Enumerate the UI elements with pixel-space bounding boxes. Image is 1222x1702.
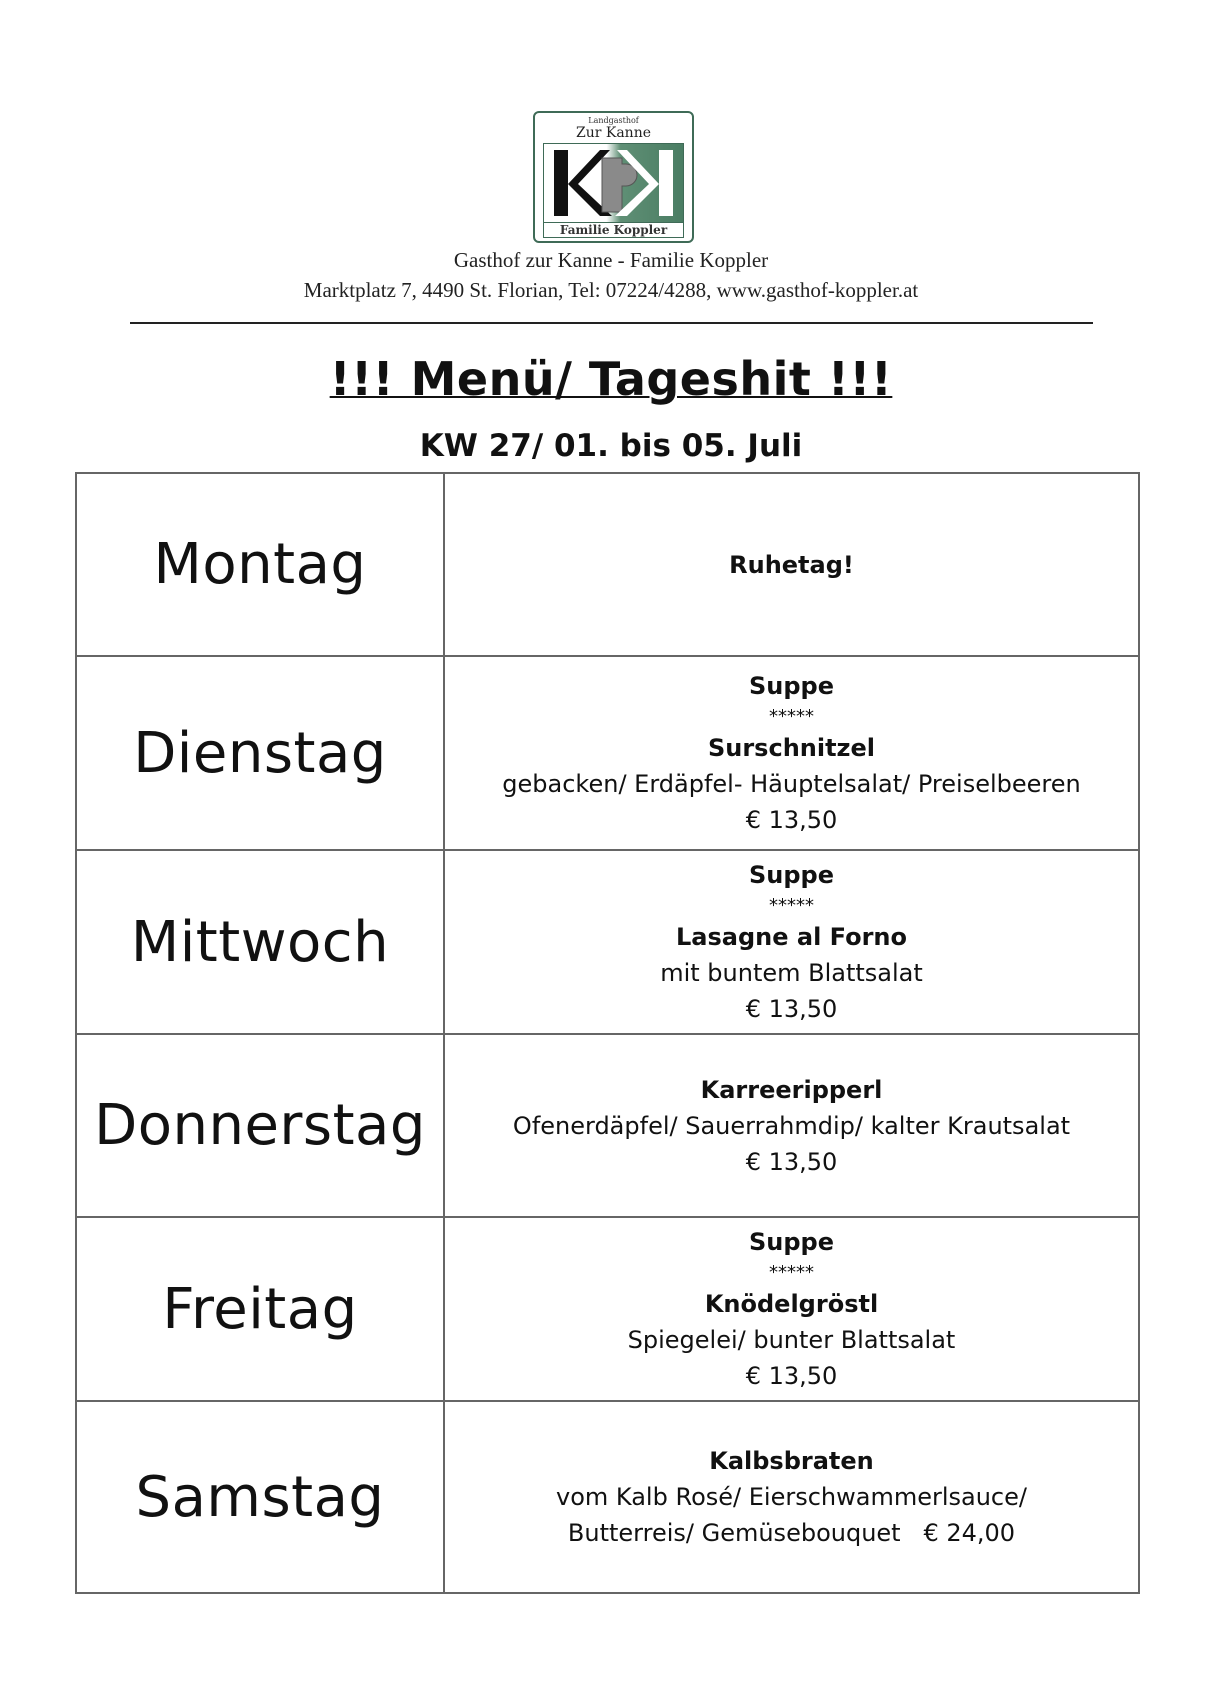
restaurant-logo bbox=[533, 111, 694, 243]
table-row bbox=[76, 1401, 1139, 1593]
dish-description-line2 bbox=[445, 1515, 1138, 1551]
dish-name: Surschnitzel bbox=[707, 734, 876, 762]
table-row bbox=[76, 656, 1139, 850]
table-row bbox=[76, 473, 1139, 656]
day-cell: Samstag bbox=[76, 1401, 444, 1593]
restaurant-address: Marktplatz 7, 4490 St. Florian, Tel: 07224/4288, www.gasthof-koppler.at bbox=[303, 278, 919, 302]
soup-label: Suppe bbox=[748, 861, 834, 889]
stars-divider: ***** bbox=[769, 706, 814, 727]
restaurant-name: Gasthof zur Kanne - Familie Koppler bbox=[453, 248, 769, 272]
dish-description: Ofenerdäpfel/ Sauerrahmdip/ kalter Krautsalat bbox=[512, 1111, 1071, 1140]
dish-cell bbox=[444, 656, 1139, 850]
dish-price: € 13,50 bbox=[745, 806, 838, 834]
kk-monogram-icon bbox=[544, 144, 683, 222]
dish-price: € 13,50 bbox=[745, 1147, 838, 1176]
dish-name: Lasagne al Forno bbox=[676, 923, 907, 951]
dish-price: € 24,00 bbox=[923, 1519, 1016, 1547]
dish-cell bbox=[444, 1034, 1139, 1217]
dish-description: Spiegelei/ bunter Blattsalat bbox=[627, 1326, 956, 1354]
dish-description: gebacken/ Erdäpfel- Häuptelsalat/ Preiselbeeren bbox=[502, 770, 1081, 798]
page-title: !!! Menü/ Tageshit !!! bbox=[329, 352, 893, 406]
soup-label: Suppe bbox=[748, 1228, 834, 1256]
logo-name: Zur Kanne bbox=[575, 125, 651, 141]
logo-subtitle: Landgasthof bbox=[588, 116, 639, 125]
dish-price: € 13,50 bbox=[745, 1362, 838, 1390]
dish-description: mit buntem Blattsalat bbox=[660, 959, 923, 987]
table-row bbox=[76, 1217, 1139, 1401]
day-cell: Montag bbox=[76, 473, 444, 656]
dish-cell bbox=[444, 850, 1139, 1034]
dish-name: Kalbsbraten bbox=[709, 1447, 874, 1475]
dish-cell bbox=[444, 1401, 1139, 1593]
soup-label: Suppe bbox=[748, 672, 834, 700]
divider bbox=[130, 322, 1093, 324]
stars-divider: ***** bbox=[769, 1262, 814, 1283]
dish-description-cont: Butterreis/ Gemüsebouquet bbox=[567, 1519, 901, 1547]
dish-cell bbox=[444, 1217, 1139, 1401]
day-cell: Freitag bbox=[76, 1217, 444, 1401]
dish-price: € 13,50 bbox=[745, 995, 838, 1023]
dish-cell bbox=[444, 473, 1139, 656]
dish-name: Ruhetag! bbox=[729, 550, 854, 579]
day-cell: Mittwoch bbox=[76, 850, 444, 1034]
menu-table bbox=[75, 472, 1140, 1594]
day-cell: Donnerstag bbox=[76, 1034, 444, 1217]
table-row bbox=[76, 1034, 1139, 1217]
day-cell: Dienstag bbox=[76, 656, 444, 850]
dish-name: Knödelgröstl bbox=[704, 1290, 879, 1318]
dish-description: vom Kalb Rosé/ Eierschwammerlsauce/ bbox=[556, 1483, 1027, 1511]
logo-monogram bbox=[543, 143, 684, 223]
dish-name: Karreeripperl bbox=[700, 1075, 883, 1104]
logo-family: Familie Koppler bbox=[543, 222, 684, 238]
week-label: KW 27/ 01. bis 05. Juli bbox=[419, 428, 803, 464]
table-row bbox=[76, 850, 1139, 1034]
stars-divider: ***** bbox=[769, 895, 814, 916]
